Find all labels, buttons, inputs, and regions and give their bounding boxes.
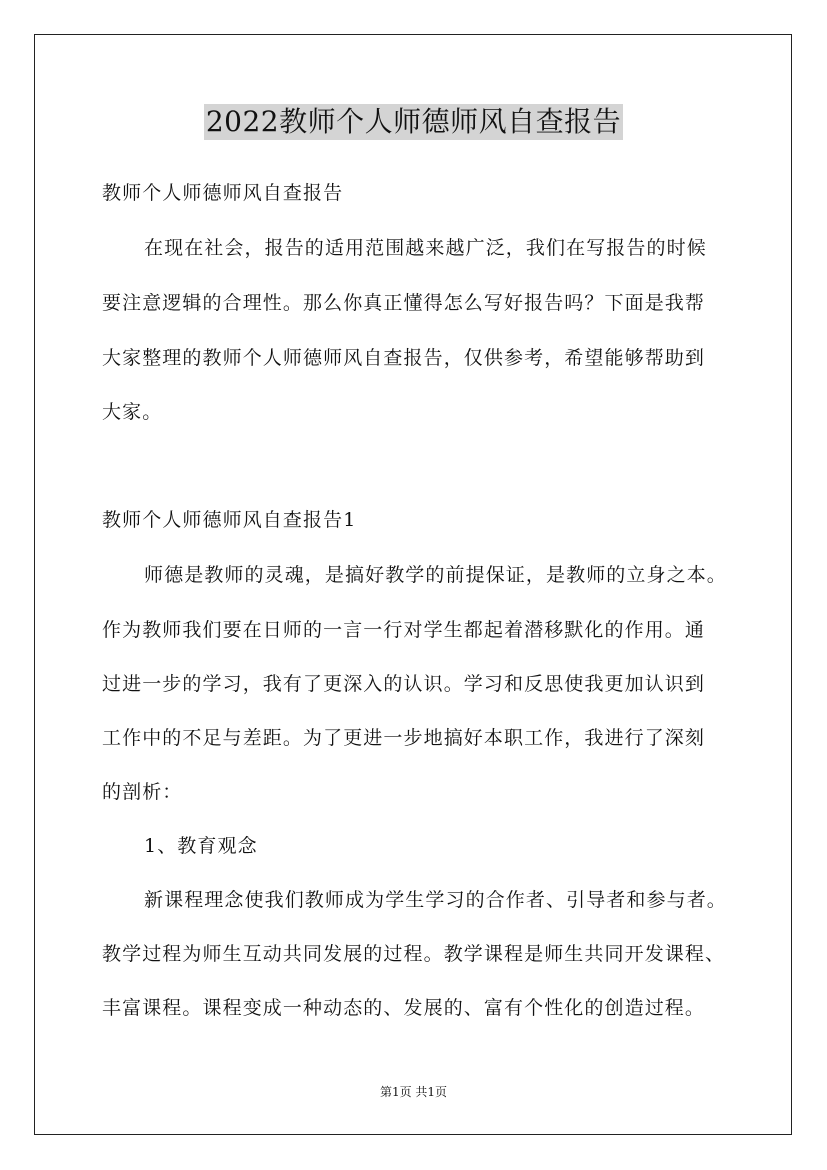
section-line: 过进一步的学习，我有了更深入的认识。学习和反思使我更加认识到 [102,673,706,695]
section-line: 的剖析： [102,781,183,803]
document-subtitle: 教师个人师德师风自查报告 [102,182,344,204]
section-line: 师德是教师的灵魂，是搞好教学的前提保证，是教师的立身之本。 [144,564,727,586]
document-title-text: 2022教师个人师德师风自查报告 [205,105,622,138]
section-line: 作为教师我们要在日师的一言一行对学生都起着潜移默化的作用。通 [102,619,706,641]
item-line: 新课程理念使我们教师成为学生学习的合作者、引导者和参与者。 [144,889,727,911]
item-line: 教学过程为师生互动共同发展的过程。教学课程是师生共同开发课程、 [102,943,726,965]
item-heading: 1、教育观念 [144,835,258,857]
intro-line: 大家整理的教师个人师德师风自查报告，仅供参考，希望能够帮助到 [102,347,706,369]
section-line: 工作中的不足与差距。为了更进一步地搞好本职工作，我进行了深刻 [102,727,706,749]
section-heading: 教师个人师德师风自查报告1 [102,509,357,531]
page-footer: 第1页 共1页 [379,1085,448,1099]
intro-line: 在现在社会，报告的适用范围越来越广泛，我们在写报告的时候 [144,237,707,259]
intro-line: 大家。 [102,401,163,423]
document-title [0,104,827,140]
item-line: 丰富课程。课程变成一种动态的、发展的、富有个性化的创造过程。 [102,997,706,1019]
intro-line: 要注意逻辑的合理性。那么你真正懂得怎么写好报告吗？下面是我帮 [102,292,706,314]
